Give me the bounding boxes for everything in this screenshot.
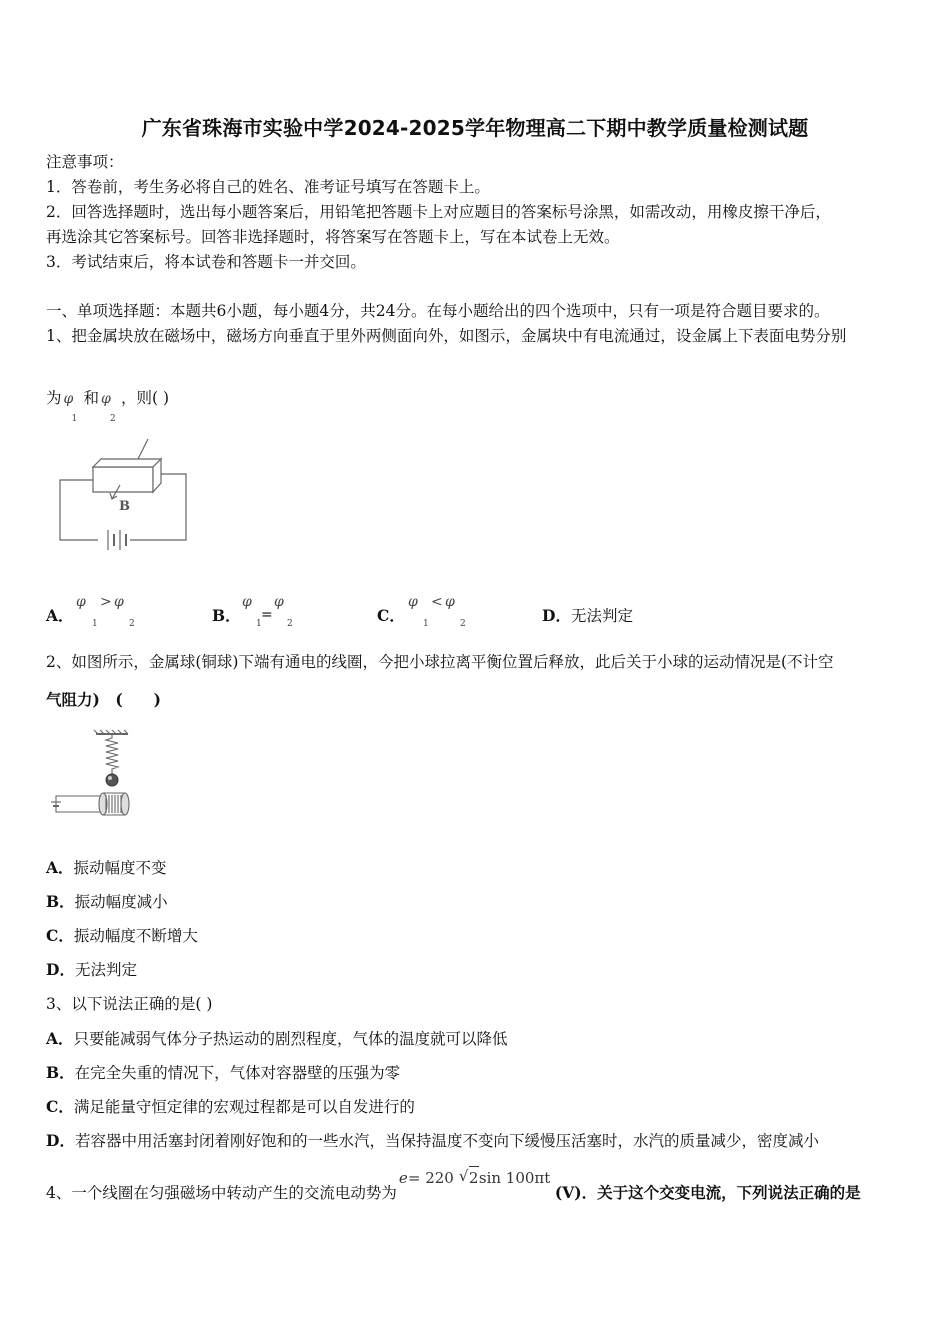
option-text: 满足能量守恒定律的宏观过程都是可以自发进行的	[73, 1098, 415, 1116]
option-text: 振动幅度不断增大	[73, 927, 198, 945]
q2-stem-line2: 气阻力) ( )	[46, 690, 162, 709]
q1-option-b[interactable]	[212, 594, 293, 629]
subscript: 2	[129, 619, 135, 629]
notice-item: 1．答卷前，考生务必将自己的姓名、准考证号填写在答题卡上。	[46, 178, 490, 196]
option-letter: A．	[46, 858, 74, 877]
emf-formula	[397, 1167, 555, 1198]
page-title: 广东省珠海市实验中学2024-2025学年物理高二下期中教学质量检测试题	[141, 116, 809, 140]
notice-item: 再选涂其它答案标号。回答非选择题时，将答案写在答题卡上，写在本试卷上无效。	[46, 228, 620, 246]
q4-stem	[46, 1167, 861, 1203]
subscript: 2	[460, 619, 466, 629]
q2-option-a[interactable]	[46, 858, 167, 878]
subscript: 1	[256, 619, 262, 629]
subscript: 1	[92, 619, 98, 629]
comparison-operator: <	[431, 594, 443, 610]
q1-option-c[interactable]	[377, 594, 466, 629]
phi-symbol: φ	[76, 594, 86, 610]
q1-text: ，则( )	[121, 389, 170, 407]
notice-heading: 注意事项：	[46, 153, 124, 171]
q1-text: 和	[83, 389, 100, 407]
phi-symbol: φ	[408, 594, 418, 610]
sqrt-value: 2	[468, 1169, 479, 1187]
sqrt-symbol: √	[458, 1167, 469, 1185]
q1-stem-line2	[46, 388, 170, 424]
option-text: 只要能减弱气体分子热运动的剧烈程度，气体的温度就可以降低	[73, 1030, 508, 1048]
phi-symbol: φ	[114, 594, 124, 610]
formula-coefficient: = 220	[407, 1169, 454, 1187]
subscript: 2	[287, 619, 293, 629]
option-text: 无法判定	[570, 607, 633, 625]
option-letter: A．	[46, 606, 74, 625]
comparison-operator: >	[100, 594, 112, 610]
option-text: 在完全失重的情况下，气体对容器壁的压强为零	[74, 1064, 401, 1082]
q3-option-a[interactable]	[46, 1029, 508, 1049]
subscript: 2	[110, 414, 116, 424]
option-text: 振动幅度减小	[74, 893, 168, 911]
q1-option-d[interactable]	[542, 606, 633, 626]
q1-circuit-figure	[50, 433, 195, 558]
section-heading: 一、单项选择题：本题共6小题，每小题4分，共24分。在每小题给出的四个选项中，只有一项是符合题目要求的。	[46, 302, 830, 320]
option-letter: D．	[46, 1131, 75, 1150]
q2-option-b[interactable]	[46, 892, 168, 912]
q1-option-a[interactable]	[46, 594, 135, 629]
q2-option-d[interactable]	[46, 960, 137, 980]
q4-text: (V)．关于这个交变电流，下列说法正确的是	[554, 1183, 861, 1202]
formula-sine: sin 100πt	[478, 1169, 551, 1187]
option-letter: B．	[46, 892, 75, 911]
q3-option-c[interactable]	[46, 1097, 415, 1117]
q2-option-c[interactable]	[46, 926, 198, 946]
option-letter: B．	[46, 1063, 75, 1082]
q3-stem: 3、以下说法正确的是( )	[46, 995, 213, 1013]
option-letter: B．	[212, 606, 241, 625]
subscript: 1	[71, 414, 78, 424]
phi-symbol: φ	[445, 594, 455, 610]
option-text: 无法判定	[74, 961, 137, 979]
notice-item: 3．考试结束后，将本试卷和答题卡一并交回。	[46, 253, 366, 271]
phi-symbol: φ	[274, 594, 284, 610]
option-letter: C．	[46, 1097, 74, 1116]
phi-symbol: φ	[63, 391, 74, 407]
option-letter: A．	[46, 1029, 74, 1048]
q1-stem-line1: 1、把金属块放在磁场中，磁场方向垂直于里外两侧面向外，如图示，金属块中有电流通过，设金属上下表面电势分别	[46, 327, 847, 345]
b-field-label: B	[119, 499, 130, 514]
phi-symbol: φ	[101, 391, 111, 407]
subscript: 1	[423, 619, 429, 629]
option-letter: D．	[46, 960, 75, 979]
comparison-operator: =	[261, 607, 273, 623]
q2-spring-coil-figure	[46, 722, 146, 822]
q3-option-d[interactable]	[46, 1131, 819, 1151]
option-letter: C．	[46, 926, 74, 945]
formula-e: e	[398, 1169, 408, 1187]
option-letter: C．	[377, 606, 405, 625]
q1-text: 为	[46, 389, 62, 407]
q2-stem-line1: 2、如图所示，金属球(铜球)下端有通电的线圈，今把小球拉离平衡位置后释放，此后关于小球的运动情况是(不计空	[46, 653, 834, 671]
phi-symbol: φ	[242, 594, 252, 610]
notice-item: 2．回答选择题时，选出每小题答案后，用铅笔把答题卡上对应题目的答案标号涂黑，如需改动，用橡皮擦干净后，	[46, 203, 831, 221]
option-text: 振动幅度不变	[73, 859, 167, 877]
sqrt-bar	[469, 1166, 479, 1167]
q3-option-b[interactable]	[46, 1063, 400, 1083]
option-letter: D．	[542, 606, 571, 625]
option-text: 若容器中用活塞封闭着刚好饱和的一些水汽，当保持温度不变向下缓慢压活塞时，水汽的质量减少，密度减小	[74, 1132, 819, 1150]
q4-text: 4、一个线圈在匀强磁场中转动产生的交流电动势为	[46, 1184, 397, 1202]
